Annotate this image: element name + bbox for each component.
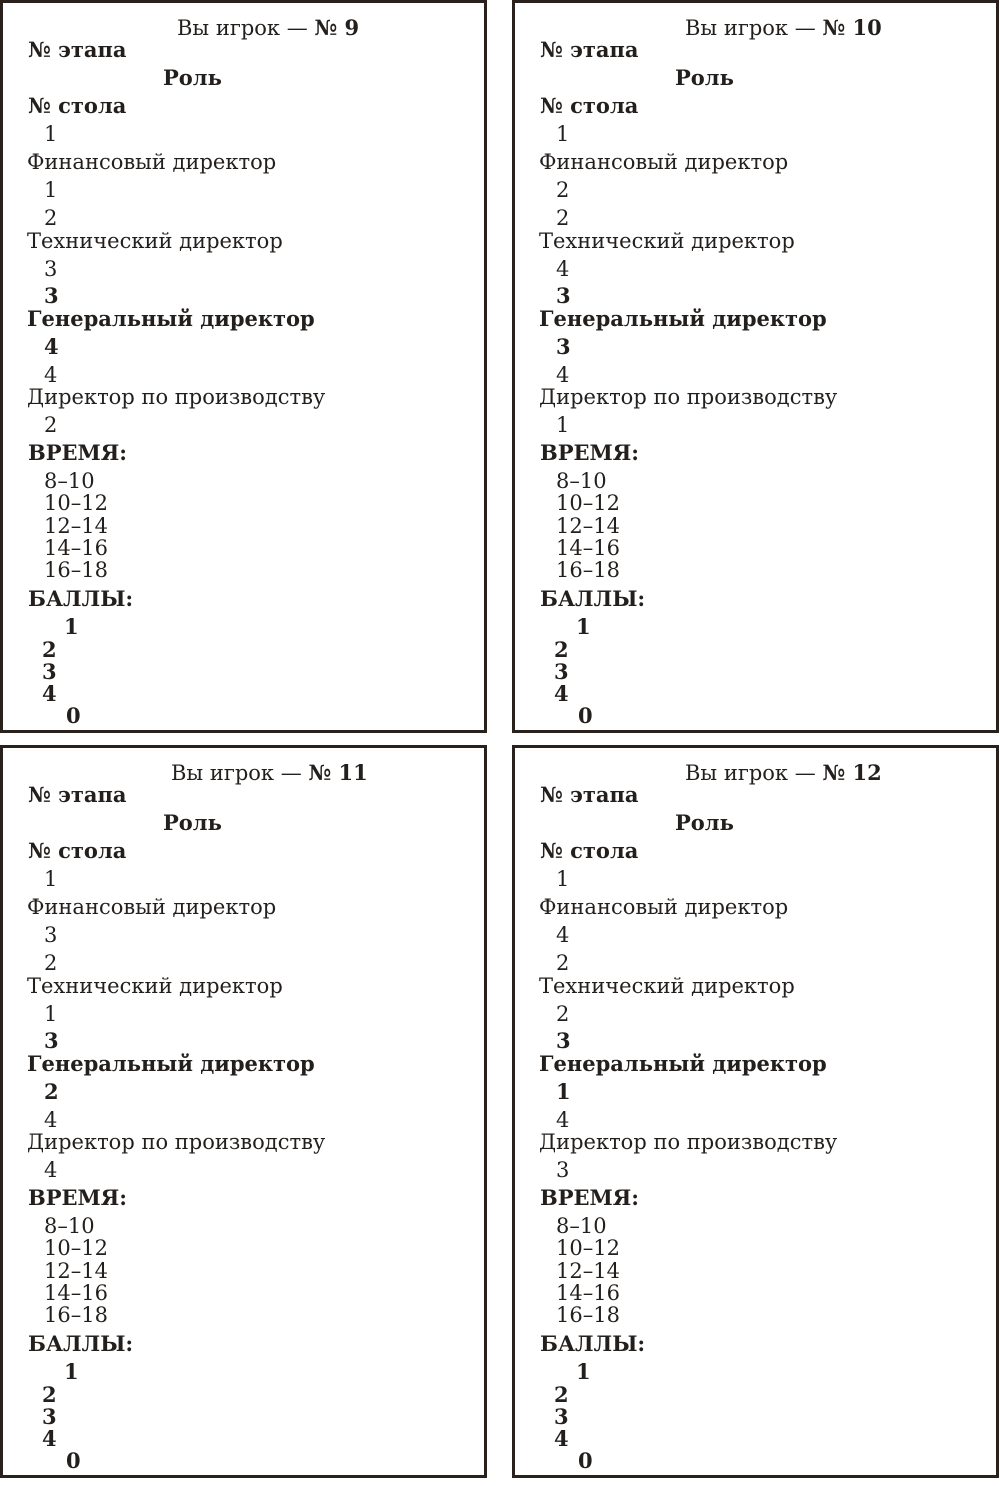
score-label: БАЛЛЫ: (28, 1331, 134, 1356)
card-title (177, 16, 359, 40)
role-label: Роль (675, 810, 734, 835)
finance-table: 1 (44, 178, 58, 202)
time-slot: 14–16 (556, 1281, 620, 1305)
score-value: 2 (554, 637, 569, 662)
player-card-10 (512, 0, 999, 733)
time-slot: 16–18 (44, 558, 108, 582)
production-table: 4 (44, 1158, 58, 1182)
tech-table: 2 (556, 1002, 570, 1026)
title-prefix: Вы игрок — (177, 16, 308, 40)
table-label: № стола (540, 93, 639, 118)
ceo-stage: 4 (44, 1108, 58, 1132)
score-value: 0 (578, 703, 593, 728)
role-finance: Финансовый директор (27, 150, 277, 174)
time-slot: 10–12 (44, 491, 108, 515)
stage-number: 1 (556, 867, 570, 891)
finance-table: 2 (556, 178, 570, 202)
time-label: ВРЕМЯ: (540, 440, 640, 465)
tech-stage: 3 (44, 283, 59, 308)
time-slot: 12–14 (44, 514, 108, 538)
finance-stage: 2 (44, 951, 58, 975)
time-slot: 14–16 (44, 1281, 108, 1305)
score-value: 2 (42, 637, 57, 662)
player-number: № 11 (308, 760, 368, 785)
tech-table: 1 (44, 1002, 58, 1026)
card-title (685, 16, 882, 40)
stage-label: № этапа (540, 37, 639, 62)
player-number: № 12 (822, 760, 882, 785)
production-table: 2 (44, 413, 58, 437)
finance-table: 3 (44, 923, 58, 947)
production-table: 1 (556, 413, 570, 437)
time-label: ВРЕМЯ: (28, 440, 128, 465)
time-slot: 16–18 (556, 558, 620, 582)
time-slot: 14–16 (44, 536, 108, 560)
score-value: 1 (576, 614, 591, 639)
role-finance: Финансовый директор (539, 150, 789, 174)
card-title (685, 761, 882, 785)
time-slot: 10–12 (556, 1236, 620, 1260)
player-card-11 (0, 745, 487, 1478)
score-value: 3 (42, 1404, 57, 1429)
role-production: Директор по производству (539, 385, 838, 409)
role-label: Роль (163, 65, 222, 90)
score-value: 2 (554, 1382, 569, 1407)
role-tech: Технический директор (27, 974, 283, 998)
time-slot: 10–12 (556, 491, 620, 515)
role-label: Роль (163, 810, 222, 835)
score-value: 0 (578, 1448, 593, 1473)
time-label: ВРЕМЯ: (28, 1185, 128, 1210)
ceo-table: 4 (44, 334, 59, 359)
time-slot: 12–14 (556, 1259, 620, 1283)
role-label: Роль (675, 65, 734, 90)
time-slot: 12–14 (44, 1259, 108, 1283)
finance-stage: 2 (556, 951, 570, 975)
time-label: ВРЕМЯ: (540, 1185, 640, 1210)
time-slot: 8–10 (44, 469, 95, 493)
score-value: 4 (554, 1426, 569, 1451)
score-value: 3 (554, 1404, 569, 1429)
score-value: 0 (66, 703, 81, 728)
role-finance: Финансовый директор (539, 895, 789, 919)
card-title (171, 761, 368, 785)
role-tech: Технический директор (539, 974, 795, 998)
ceo-table: 2 (44, 1079, 59, 1104)
role-finance: Финансовый директор (27, 895, 277, 919)
finance-stage: 2 (44, 206, 58, 230)
stage-number: 1 (556, 122, 570, 146)
score-label: БАЛЛЫ: (540, 586, 646, 611)
role-production: Директор по производству (27, 385, 326, 409)
title-prefix: Вы игрок — (685, 761, 816, 785)
ceo-stage: 4 (556, 1108, 570, 1132)
tech-stage: 3 (556, 1028, 571, 1053)
tech-stage: 3 (44, 1028, 59, 1053)
time-slot: 16–18 (44, 1303, 108, 1327)
stage-label: № этапа (28, 782, 127, 807)
role-ceo: Генеральный директор (539, 1051, 827, 1076)
score-label: БАЛЛЫ: (28, 586, 134, 611)
score-value: 3 (42, 659, 57, 684)
player-number: № 10 (822, 15, 882, 40)
score-value: 4 (42, 681, 57, 706)
production-table: 3 (556, 1158, 570, 1182)
time-slot: 14–16 (556, 536, 620, 560)
score-value: 1 (576, 1359, 591, 1384)
finance-table: 4 (556, 923, 570, 947)
stage-label: № этапа (540, 782, 639, 807)
stage-number: 1 (44, 122, 58, 146)
score-value: 3 (554, 659, 569, 684)
table-label: № стола (28, 93, 127, 118)
score-value: 4 (42, 1426, 57, 1451)
score-label: БАЛЛЫ: (540, 1331, 646, 1356)
tech-stage: 3 (556, 283, 571, 308)
finance-stage: 2 (556, 206, 570, 230)
score-value: 0 (66, 1448, 81, 1473)
role-ceo: Генеральный директор (539, 306, 827, 331)
player-number: № 9 (314, 15, 360, 40)
role-tech: Технический директор (539, 229, 795, 253)
role-ceo: Генеральный директор (27, 306, 315, 331)
role-production: Директор по производству (27, 1130, 326, 1154)
score-value: 4 (554, 681, 569, 706)
player-card-9 (0, 0, 487, 733)
ceo-stage: 4 (44, 363, 58, 387)
time-slot: 12–14 (556, 514, 620, 538)
ceo-table: 1 (556, 1079, 571, 1104)
role-tech: Технический директор (27, 229, 283, 253)
role-ceo: Генеральный директор (27, 1051, 315, 1076)
score-value: 1 (64, 614, 79, 639)
tech-table: 3 (44, 257, 58, 281)
time-slot: 8–10 (556, 1214, 607, 1238)
time-slot: 8–10 (44, 1214, 95, 1238)
time-slot: 8–10 (556, 469, 607, 493)
title-prefix: Вы игрок — (171, 761, 302, 785)
ceo-stage: 4 (556, 363, 570, 387)
role-production: Директор по производству (539, 1130, 838, 1154)
score-value: 2 (42, 1382, 57, 1407)
time-slot: 16–18 (556, 1303, 620, 1327)
tech-table: 4 (556, 257, 570, 281)
score-value: 1 (64, 1359, 79, 1384)
player-card-12 (512, 745, 999, 1478)
time-slot: 10–12 (44, 1236, 108, 1260)
table-label: № стола (28, 838, 127, 863)
table-label: № стола (540, 838, 639, 863)
stage-label: № этапа (28, 37, 127, 62)
stage-number: 1 (44, 867, 58, 891)
ceo-table: 3 (556, 334, 571, 359)
title-prefix: Вы игрок — (685, 16, 816, 40)
